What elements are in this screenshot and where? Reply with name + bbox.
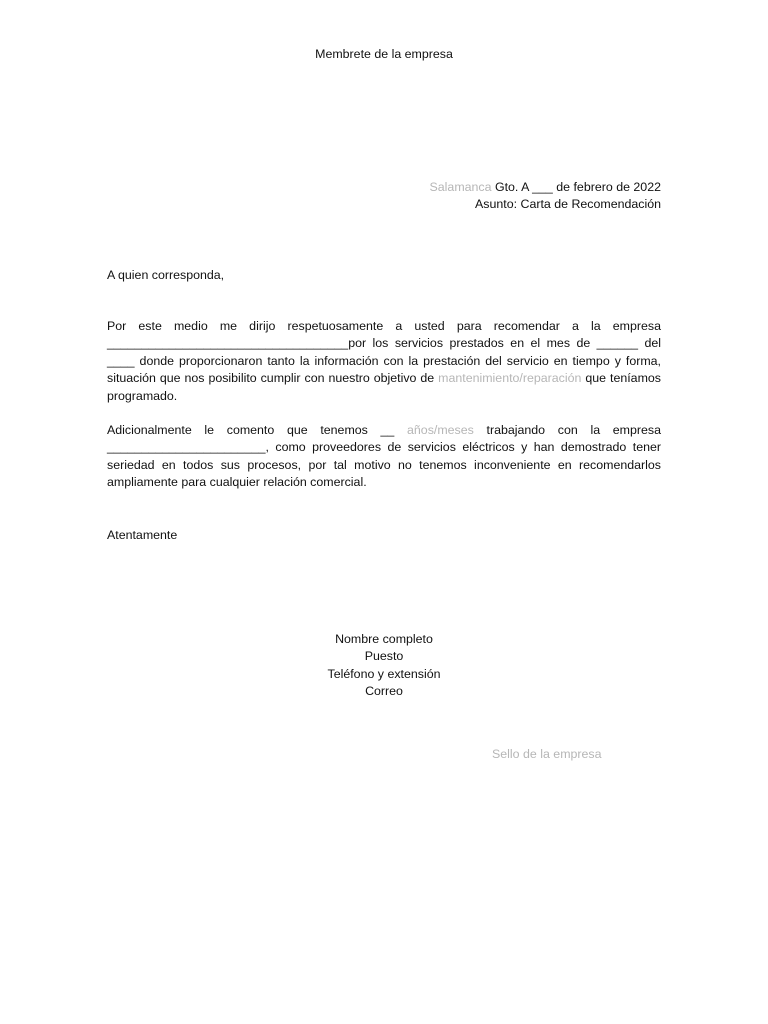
signature-email: Correo <box>365 684 403 699</box>
paragraph-2-text-start: Adicionalmente le comento que tenemos __ <box>107 423 408 437</box>
date-text: Gto. A ___ de febrero de 2022 <box>491 180 661 194</box>
service-type-placeholder: mantenimiento/reparación <box>438 371 582 386</box>
closing: Atentamente <box>107 528 178 542</box>
company-stamp-placeholder: Sello de la empresa <box>492 747 602 761</box>
paragraph-1-text-start: Por este medio me dirijo respetuosamente a usted para recomendar a la empresa ___________________________________por los servicios prestados en el mes de ______ del ____ donde proporcionaron tanto la información con la prestación del servicio en tiempo y forma, situación que nos posibilito cumplir con nuestro objetivo de <box>107 319 661 386</box>
date-line <box>430 179 661 196</box>
duration-unit-placeholder: años/meses <box>407 423 474 437</box>
paragraph-2 <box>107 422 661 492</box>
signature-phone: Teléfono y extensión <box>327 666 441 681</box>
letterhead: Membrete de la empresa <box>315 47 453 61</box>
paragraph-1 <box>107 318 661 405</box>
city-placeholder: Salamanca <box>429 180 492 194</box>
subject-line: Asunto: Carta de Recomendación <box>475 197 661 212</box>
date-block <box>430 179 661 214</box>
signature-name: Nombre completo <box>335 632 433 646</box>
paragraph-2-text-end: trabajando con la empresa _______________________, como proveedores de servicios eléctricos y han demostrado tener seriedad en todos sus procesos, por tal motivo no tenemos inconveniente en recomendarlos ampliamente para cualquier relación comercial. <box>107 423 661 490</box>
signature-block <box>0 631 768 701</box>
signature-position: Puesto <box>364 649 404 664</box>
paragraph-1-text-end: que teníamos programado. <box>107 371 661 403</box>
greeting: A quien corresponda, <box>107 268 225 282</box>
